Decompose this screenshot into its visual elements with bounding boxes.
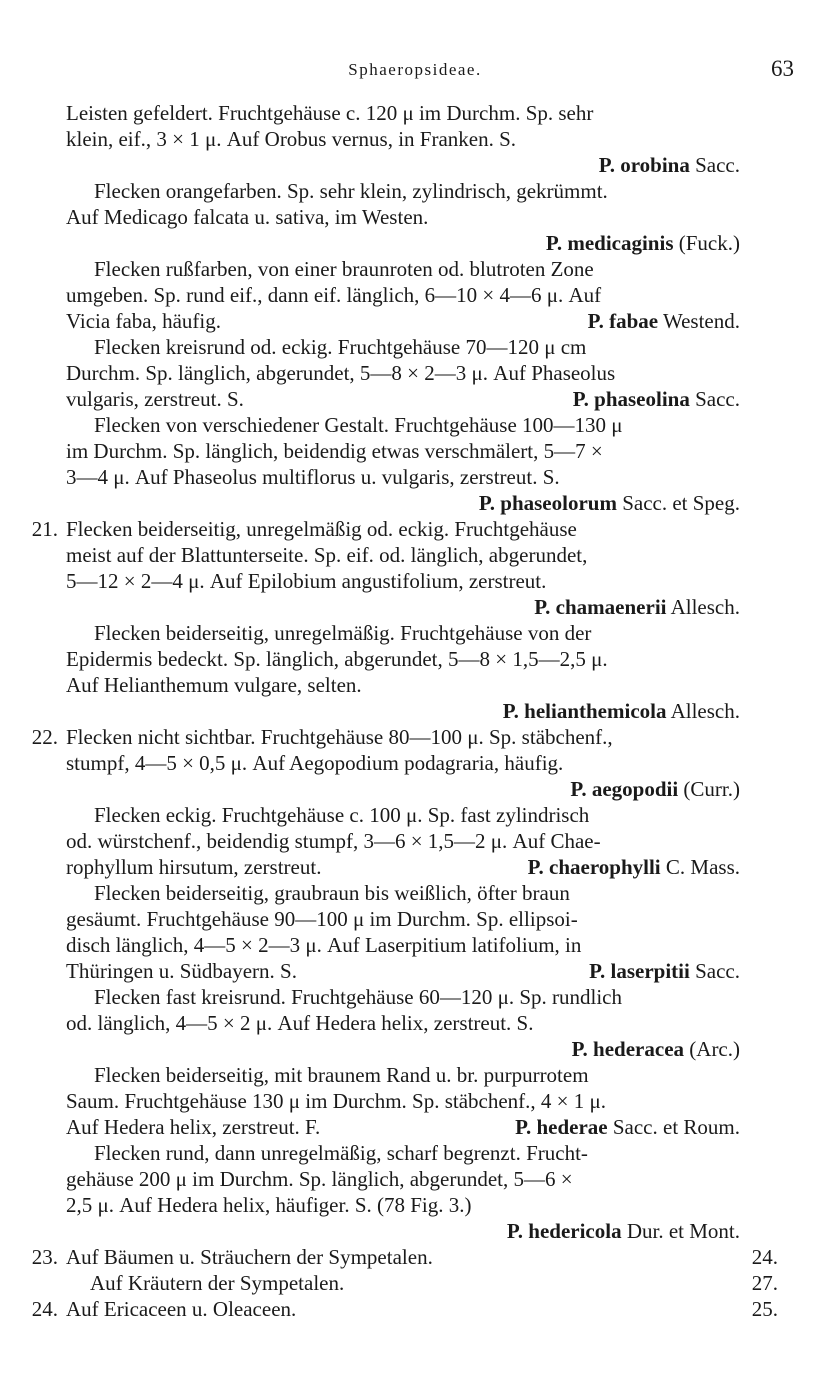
text-line-with-name (66, 386, 786, 412)
key-number: 22. (31, 725, 58, 749)
key-text: Auf Bäumen u. Sträuchern der Sympetalen. (66, 1245, 433, 1269)
species-author: Sacc. et Speg. (616, 491, 740, 515)
species-name (66, 594, 786, 620)
species-author: Westend. (658, 309, 740, 333)
species-name (66, 490, 786, 516)
text-fragment: Thüringen u. Südbayern. S. (66, 959, 297, 983)
key-line (31, 1296, 786, 1322)
species-name (66, 698, 786, 724)
text-line: Flecken rußfarben, von einer braunroten od. blutroten Zone (94, 257, 594, 281)
species-name-bold: P. medicaginis (545, 231, 674, 255)
text-line: Durchm. Sp. länglich, abgerundet, 5—8 × 2—3 μ. Auf Phaseolus (66, 361, 616, 385)
species-author: Allesch. (666, 595, 740, 619)
text-line: Flecken beiderseitig, mit braunem Rand u. br. purpurrotem (94, 1063, 589, 1087)
text-line: gehäuse 200 μ im Durchm. Sp. länglich, abgerundet, 5—6 × (66, 1167, 573, 1191)
text-line: 3—4 μ. Auf Phaseolus multiflorus u. vulgaris, zerstreut. S. (66, 465, 560, 489)
key-number: 21. (31, 517, 58, 541)
species-author: Sacc. (689, 959, 740, 983)
text-fragment: Flecken beiderseitig, unregelmäßig od. eckig. Fruchtgehäuse (66, 517, 577, 541)
species-name (589, 958, 740, 984)
text-line: Flecken kreisrund od. eckig. Fruchtgehäuse 70—120 μ cm (94, 335, 587, 359)
species-name-bold: P. laserpitii (589, 959, 690, 983)
species-name-bold: P. hederae (515, 1115, 608, 1139)
text-fragment: Vicia faba, häufig. (66, 309, 221, 333)
page-header (0, 56, 830, 90)
species-name (515, 1114, 740, 1140)
text-fragment: Flecken nicht sichtbar. Fruchtgehäuse 80—100 μ. Sp. stäbchenf., (66, 725, 613, 749)
text-line: od. würstchenf., beidendig stumpf, 3—6 × 1,5—2 μ. Auf Chae- (66, 829, 601, 853)
species-author: Dur. et Mont. (621, 1219, 740, 1243)
species-name-bold: P. helianthemicola (502, 699, 667, 723)
text-fragment: Auf Hedera helix, zerstreut. F. (66, 1115, 321, 1139)
text-fragment: vulgaris, zerstreut. S. (66, 387, 244, 411)
numbered-line (31, 516, 786, 542)
species-author: (Fuck.) (673, 231, 740, 255)
text-line: 2,5 μ. Auf Hedera helix, häufiger. S. (78 Fig. 3.) (66, 1193, 472, 1217)
species-name (66, 152, 786, 178)
text-line: gesäumt. Fruchtgehäuse 90—100 μ im Durchm. Sp. ellipsoi- (66, 907, 578, 931)
key-lead-number: 24. (751, 1245, 778, 1269)
species-name-bold: P. phaseolorum (478, 491, 617, 515)
species-name (66, 1218, 786, 1244)
key-text: Auf Kräutern der Sympetalen. (90, 1271, 345, 1295)
species-name-bold: P. chamaenerii (534, 595, 667, 619)
species-author: (Curr.) (678, 777, 740, 801)
key-line (66, 1270, 786, 1296)
key-number: 23. (31, 1245, 58, 1269)
text-line: Flecken von verschiedener Gestalt. Fruchtgehäuse 100—130 μ (94, 413, 623, 437)
species-author: (Arc.) (684, 1037, 740, 1061)
text-line: im Durchm. Sp. länglich, beidendig etwas verschmälert, 5—7 × (66, 439, 603, 463)
text-line: disch länglich, 4—5 × 2—3 μ. Auf Laserpitium latifolium, in (66, 933, 582, 957)
species-author: Sacc. (689, 387, 740, 411)
species-name-bold: P. orobina (598, 153, 690, 177)
species-name-bold: P. phaseolina (572, 387, 690, 411)
species-author: Sacc. et Roum. (607, 1115, 740, 1139)
text-line-with-name (66, 1114, 786, 1140)
species-name-bold: P. hedericola (506, 1219, 622, 1243)
text-line: klein, eif., 3 × 1 μ. Auf Orobus vernus, in Franken. S. (66, 127, 517, 151)
text-line: Flecken eckig. Fruchtgehäuse c. 100 μ. Sp. fast zylindrisch (94, 803, 590, 827)
key-number: 24. (31, 1297, 58, 1321)
page-body (31, 100, 786, 1322)
species-name (588, 308, 740, 334)
running-head: Sphaeropsideae. (348, 60, 482, 79)
key-lead-number: 27. (751, 1271, 778, 1295)
species-name-bold: P. chaerophylli (527, 855, 661, 879)
species-name-bold: P. hederacea (571, 1037, 685, 1061)
text-line-with-name (66, 308, 786, 334)
text-line: meist auf der Blattunterseite. Sp. eif. od. länglich, abgerundet, (66, 543, 588, 567)
key-text: Auf Ericaceen u. Oleaceen. (66, 1297, 297, 1321)
species-name (528, 854, 740, 880)
text-line: Flecken fast kreisrund. Fruchtgehäuse 60—120 μ. Sp. rundlich (94, 985, 622, 1009)
text-line: Flecken beiderseitig, graubraun bis weißlich, öfter braun (94, 881, 570, 905)
numbered-line (31, 724, 786, 750)
text-line-with-name (66, 854, 786, 880)
text-line: Flecken rund, dann unregelmäßig, scharf begrenzt. Frucht- (94, 1141, 588, 1165)
text-line: Saum. Fruchtgehäuse 130 μ im Durchm. Sp. stäbchenf., 4 × 1 μ. (66, 1089, 607, 1113)
species-author: Sacc. (689, 153, 740, 177)
text-line: umgeben. Sp. rund eif., dann eif. länglich, 6—10 × 4—6 μ. Auf (66, 283, 602, 307)
text-line: Auf Helianthemum vulgare, selten. (66, 673, 362, 697)
page-number: 63 (771, 56, 794, 81)
key-line (31, 1244, 786, 1270)
text-line: Leisten gefeldert. Fruchtgehäuse c. 120 μ im Durchm. Sp. sehr (66, 101, 594, 125)
species-name-bold: P. aegopodii (570, 777, 679, 801)
text-line: Flecken orangefarben. Sp. sehr klein, zylindrisch, gekrümmt. (94, 179, 608, 203)
text-line: 5—12 × 2—4 μ. Auf Epilobium angustifolium, zerstreut. (66, 569, 547, 593)
text-line-with-name (66, 958, 786, 984)
species-name (573, 386, 740, 412)
text-fragment: rophyllum hirsutum, zerstreut. (66, 855, 322, 879)
text-line: Epidermis bedeckt. Sp. länglich, abgerundet, 5—8 × 1,5—2,5 μ. (66, 647, 608, 671)
text-line: od. länglich, 4—5 × 2 μ. Auf Hedera helix, zerstreut. S. (66, 1011, 534, 1035)
text-line: Flecken beiderseitig, unregelmäßig. Fruchtgehäuse von der (94, 621, 592, 645)
species-name (66, 230, 786, 256)
species-name-bold: P. fabae (587, 309, 659, 333)
species-author: C. Mass. (660, 855, 740, 879)
species-name (66, 1036, 786, 1062)
key-lead-number: 25. (751, 1297, 778, 1321)
text-line: Auf Medicago falcata u. sativa, im Westen. (66, 205, 429, 229)
text-line: stumpf, 4—5 × 0,5 μ. Auf Aegopodium podagraria, häufig. (66, 751, 564, 775)
species-name (66, 776, 786, 802)
species-author: Allesch. (666, 699, 740, 723)
